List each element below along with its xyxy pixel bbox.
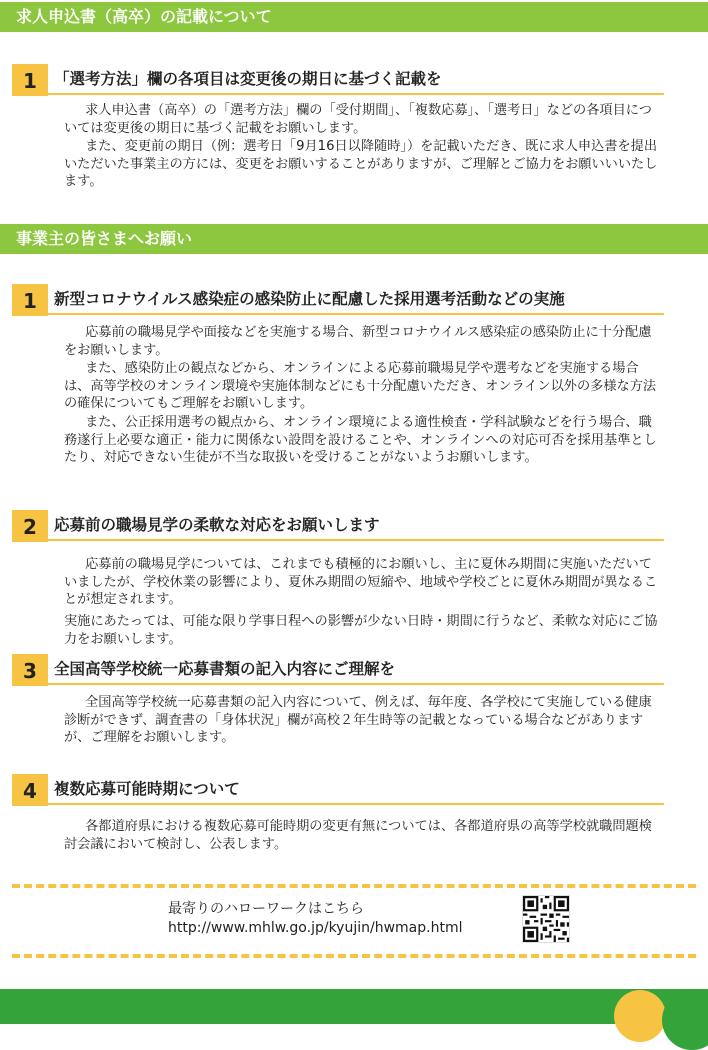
qr-code-icon[interactable] — [522, 895, 570, 943]
heading-text: 全国高等学校統一応募書類の記入内容にご理解を — [48, 654, 664, 685]
heading-multiple-applications — [12, 774, 664, 806]
paragraph: 応募前の職場見学については、これまでも積極的にお願いし、主に夏休み期間に実施いただいていましたが、学校休業の影響により、夏休み期間の短縮や、地域や学校ごとに夏休み期間が異なることが想定されます。 — [64, 557, 658, 607]
heading-number: 4 — [12, 774, 48, 806]
paragraph: 実施にあたっては、可能な限り学事日程への影響が少ない日時・期間に行うなど、柔軟な対応にご協力をお願いします。 — [64, 614, 658, 647]
paragraph: また、変更前の期日（例：選考日「9月16日以降随時」）を記載いただき、既に求人申込書を提出いただいた事業主の方には、変更をお願いすることがありますが、ご理解とご協力をお願いいいたします。 — [64, 139, 658, 189]
heading-covid-measures — [12, 284, 664, 316]
footer-divider-top — [12, 884, 696, 888]
decorative-circle-green — [662, 990, 708, 1050]
heading-selection-method — [12, 64, 664, 96]
heading-text: 応募前の職場見学の柔軟な対応をお願いします — [48, 510, 664, 541]
footer-divider-bottom — [12, 954, 696, 958]
heading-number: 1 — [12, 284, 48, 316]
heading-text: 複数応募可能時期について — [48, 774, 664, 805]
paragraph: 全国高等学校統一応募書類の記入内容について、例えば、毎年度、各学校にて実施している健康診断ができず、調査書の「身体状況」欄が高校２年生時等の記載となっている場合などがありますが、ご理解をお願いします。 — [64, 695, 652, 745]
decorative-circle-yellow — [614, 990, 666, 1042]
paragraph: 各都道府県における複数応募可能時期の変更有無については、各都道府県の高等学校就職問題検討会議において検討し、公表します。 — [64, 819, 652, 852]
heading-application-documents — [12, 654, 664, 686]
section-banner-employer-request: 事業主の皆さまへお願い — [0, 224, 708, 254]
heading-workplace-visit — [12, 510, 664, 542]
hellowork-label: 最寄りのハローワークはこちら — [168, 901, 364, 917]
paragraph: また、公正採用選考の観点から、オンライン環境による適性検査・学科試験などを行う場合、職務遂行上必要な適正・能力に関係ない設問を設けることや、オンラインへの対応可否を採用基準としたり、対応できない生徒が不当な取扱いを受けることがないようお願いします。 — [64, 415, 657, 465]
bottom-decorative-band — [0, 989, 708, 1024]
heading-text: 新型コロナウイルス感染症の感染防止に配慮した採用選考活動などの実施 — [48, 284, 664, 315]
heading-text: 「選考方法」欄の各項目は変更後の期日に基づく記載を — [48, 64, 664, 95]
hellowork-url-link[interactable]: http://www.mhlw.go.jp/kyujin/hwmap.html — [168, 920, 463, 936]
paragraph: 求人申込書（高卒）の「選考方法」欄の「受付期間」、「複数応募」、「選考日」などの各項目については変更後の期日に基づく記載をお願いします。 — [64, 103, 652, 136]
section-banner-application-form: 求人申込書（高卒）の記載について — [0, 2, 708, 32]
heading-number: 2 — [12, 510, 48, 542]
heading-number: 1 — [12, 64, 48, 96]
paragraph: また、感染防止の観点などから、オンラインによる応募前職場見学や選考などを実施する場合は、高等学校のオンライン環境や実施体制などにも十分配慮いただき、オンライン以外の多様な方法の確保についてもご理解をお願いします。 — [64, 361, 657, 411]
paragraph: 応募前の職場見学や面接などを実施する場合、新型コロナウイルス感染症の感染防止に十分配慮をお願いします。 — [64, 325, 652, 358]
heading-number: 3 — [12, 654, 48, 686]
